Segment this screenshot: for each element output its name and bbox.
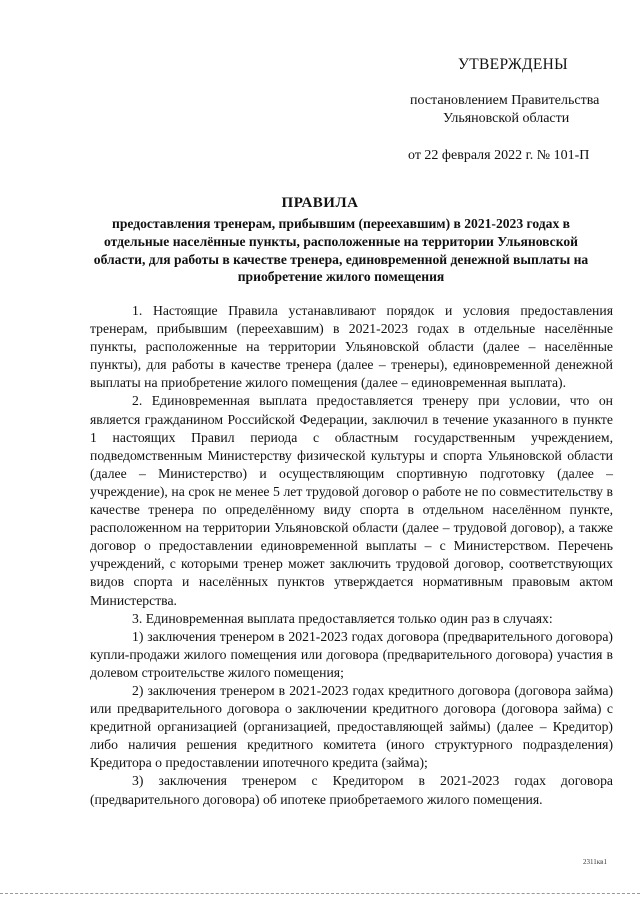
document-body [90, 302, 613, 809]
scan-edge-line [0, 893, 640, 895]
decree-line-1: постановлением Правительства [410, 93, 600, 108]
subparagraph-1: 1) заключения тренером в 2021-2023 годах договора (предварительного договора) купли-продажи жилого помещения или договора (предварительного договора) участия в долевом строительстве жилого помещения; [90, 628, 613, 680]
footer-code: 2311кв1 [583, 858, 607, 866]
decree-line-2: Ульяновской области [443, 111, 570, 126]
paragraph-1: 1. Настоящие Правила устанавливают порядок и условия предоставления тренерам, прибывшим (переехавшим) в 2021-2023 годах в отдельные населённые пункты, расположенные на территории Ульяновской области (далее – населённые пункты), для работы в качестве тренера (далее – тренеры), единовременной денежной выплаты на приобретение жилого помещения (далее – единовременная выплата). [90, 303, 613, 391]
subparagraph-2: 2) заключения тренером в 2021-2023 годах кредитного договора (договора займа) или предварительного договора о заключении кредитного договора (договора займа) с кредитной организацией (организацией, предоставляющей займы) (далее – Кредитор) либо наличия решения кредитного комитета (иного структурного подразделения) Кредитора о предоставлении ипотечного кредита (займа); [90, 682, 613, 771]
decree-date: от 22 февраля 2022 г. № 101-П [408, 148, 590, 163]
approved-heading: УТВЕРЖДЕНЫ [458, 56, 568, 73]
document-subtitle: предоставления тренерам, прибывшим (переехавшим) в 2021-2023 годах в отдельные населённые пункты, расположенные на территории Ульяновской области, для работы в качестве тренера, единовременной денежной выплаты на приобретение жилого помещения [93, 216, 589, 285]
subparagraph-3: 3) заключения тренером с Кредитором в 2021-2023 годах договора (предварительного договора) об ипотеке приобретаемого жилого помещения. [90, 773, 613, 807]
paragraph-2: 2. Единовременная выплата предоставляется тренеру при условии, что он является гражданином Российской Федерации, заключил в течение указанного в пункте 1 настоящих Правил периода с областным государственным учреждением, подведомственным Министерству физической культуры и спорта Ульяновской области (далее – Министерство) и осуществляющим спортивную подготовку (далее – учреждение), на срок не менее 5 лет трудовой договор о работе не по совместительству в качестве тренера по определённому виду спорта в отдельном населённом пункте, расположенном на территории Ульяновской области (далее – трудовой договор), а также договор о предоставлении единовременной выплаты – с Министерством. Перечень учреждений, с которыми тренер может заключить трудовой договор, соответствующих видов спорта и населённых пунктов утверждается нормативным правовым актом Министерства. [90, 393, 613, 608]
document-title: ПРАВИЛА [281, 195, 359, 211]
paragraph-3: 3. Единовременная выплата предоставляется только один раз в случаях: [132, 610, 553, 626]
